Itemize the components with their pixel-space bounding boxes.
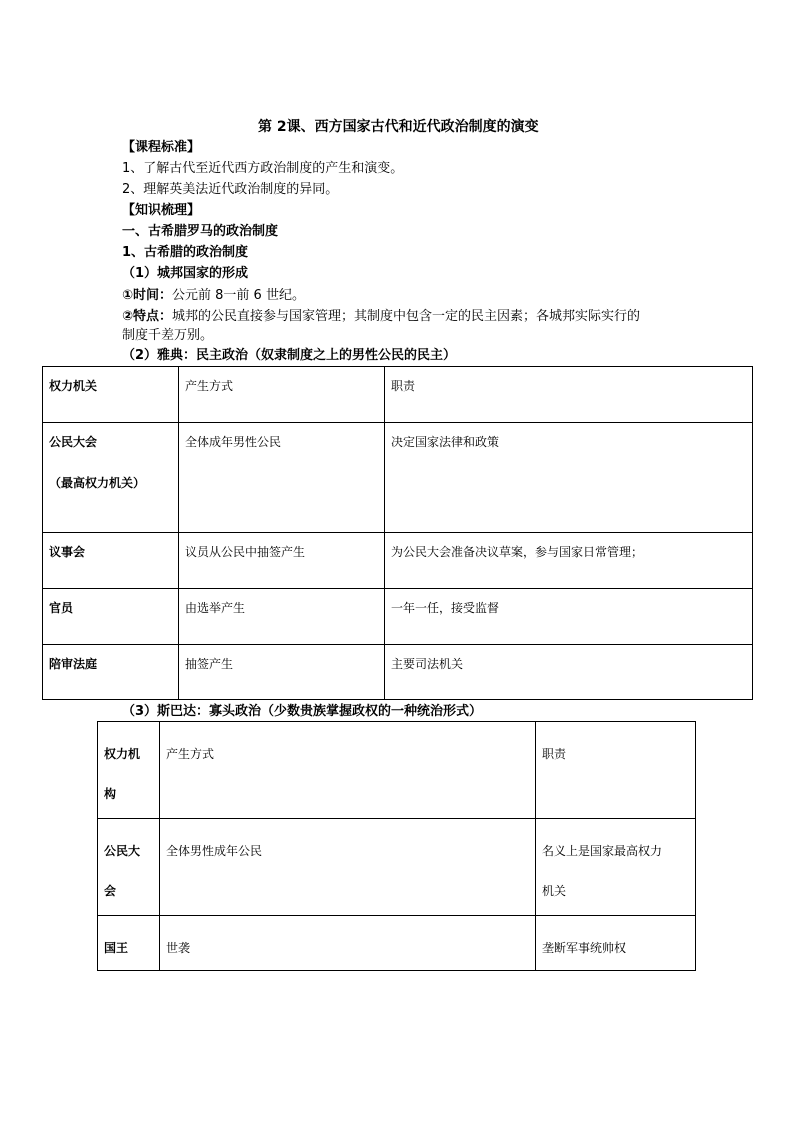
- organ-line1: 国王: [104, 941, 129, 955]
- feature-line-cont: 制度千差万别。: [122, 328, 214, 343]
- organ-name: 公民大会: [49, 435, 98, 449]
- organ-line2: 会: [104, 884, 117, 898]
- duty-cell: 决定国家法律和政策: [385, 423, 753, 533]
- time-line: [122, 287, 305, 305]
- sparta-table: [97, 721, 696, 971]
- table-row: [43, 533, 753, 589]
- method-cell: 议员从公民中抽签产生: [179, 533, 385, 589]
- heading-1: 一、古希腊罗马的政治制度: [122, 224, 279, 239]
- organ-cell: 陪审法庭: [43, 645, 179, 700]
- header-duty: [536, 722, 696, 819]
- table-row: [98, 916, 696, 971]
- athens-table: [42, 366, 753, 700]
- table-header-row: [43, 367, 753, 423]
- method-cell: 全体成年男性公民: [179, 423, 385, 533]
- header-duty-text: 职责: [542, 747, 567, 761]
- duty-line1: 垄断军事统帅权: [542, 941, 627, 955]
- organ-cell: 议事会: [43, 533, 179, 589]
- page-title: 第 2课、西方国家古代和近代政治制度的演变: [258, 119, 539, 135]
- subheading-city-state: （1）城邦国家的形成: [122, 266, 249, 281]
- header-duty: 职责: [385, 367, 753, 423]
- method-text: 全体男性成年公民: [166, 844, 263, 858]
- athens-text: 民主政治（奴隶制度之上的男性公民的民主）: [196, 348, 457, 363]
- duty-cell: 主要司法机关: [385, 645, 753, 700]
- feature-text: 城邦的公民直接参与国家管理；其制度中包含一定的民主因素；各城邦实际实行的: [172, 309, 641, 324]
- header-method-text: 产生方式: [166, 747, 215, 761]
- method-cell: 由选举产生: [179, 589, 385, 645]
- method-cell: [160, 916, 536, 971]
- header-organ-line2: 构: [104, 787, 117, 801]
- duty-cell: 一年一任，接受监督: [385, 589, 753, 645]
- header-method: 产生方式: [179, 367, 385, 423]
- header-organ: [98, 722, 160, 819]
- table-header-row: [98, 722, 696, 819]
- athens-label: （2）雅典：: [122, 348, 197, 363]
- organ-cell: [98, 819, 160, 916]
- organ-cell: [43, 423, 179, 533]
- table-row: [43, 589, 753, 645]
- duty-line2: 机关: [542, 884, 567, 898]
- standard-item: 2、理解英美法近代政治制度的异同。: [122, 182, 339, 197]
- organ-line1: 公民大: [104, 844, 141, 858]
- method-cell: [160, 819, 536, 916]
- organ-cell: 官员: [43, 589, 179, 645]
- feature-line: [122, 308, 640, 326]
- standard-item: 1、了解古代至近代西方政治制度的产生和演变。: [122, 161, 404, 176]
- header-method: [160, 722, 536, 819]
- table-row: [43, 645, 753, 700]
- time-label: ①时间：: [122, 288, 173, 303]
- organ-note: （最高权力机关）: [49, 476, 146, 490]
- section-standards: 【课程标准】: [122, 140, 201, 155]
- method-cell: 抽签产生: [179, 645, 385, 700]
- organ-cell: [98, 916, 160, 971]
- table-row: [43, 423, 753, 533]
- section-knowledge: 【知识梳理】: [122, 203, 201, 218]
- heading-1-1: 1、古希腊的政治制度: [122, 245, 249, 260]
- table-row: [98, 819, 696, 916]
- feature-label: ②特点：: [122, 309, 173, 324]
- subheading-sparta: （3）斯巴达：寡头政治（少数贵族掌握政权的一种统治形式）: [122, 704, 483, 719]
- subheading-athens: [122, 347, 456, 365]
- header-organ-line1: 权力机: [104, 747, 141, 761]
- header-organ: 权力机关: [43, 367, 179, 423]
- time-text: 公元前 8一前 6 世纪。: [172, 288, 305, 303]
- duty-cell: [536, 916, 696, 971]
- method-text: 世袭: [166, 941, 191, 955]
- duty-cell: [536, 819, 696, 916]
- duty-cell: 为公民大会准备决议草案，参与国家日常管理；: [385, 533, 753, 589]
- duty-line1: 名义上是国家最高权力: [542, 844, 663, 858]
